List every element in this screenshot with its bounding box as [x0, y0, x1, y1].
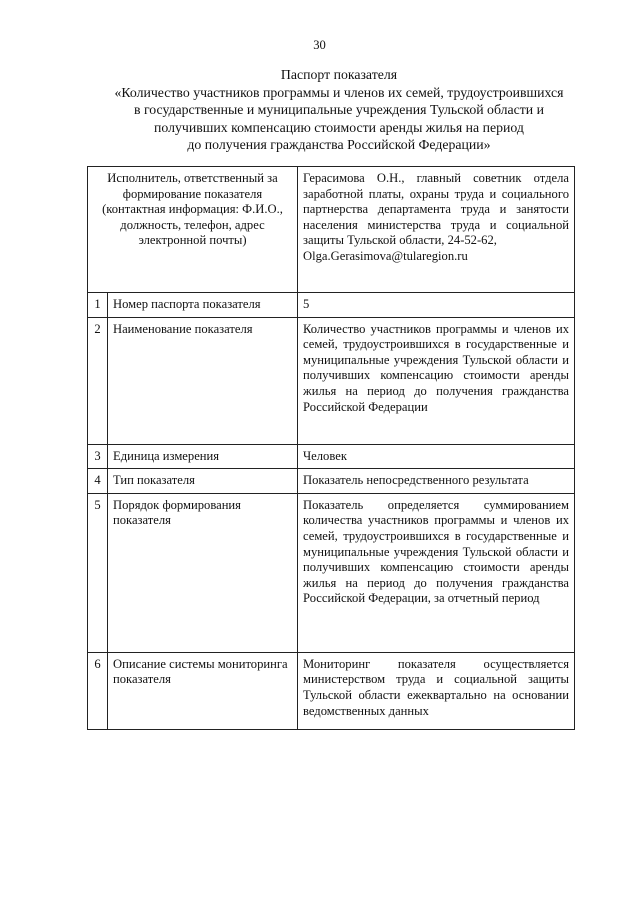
title-line: получивших компенсацию стоимости аренды жилья на период [154, 119, 524, 135]
row-number: 2 [88, 317, 108, 444]
row-value: Показатель определяется суммированием количества участников программы и членов их семей, трудоустроившихся в государственные и муниципальные учреждения Тульской области и получивших компенсацию стоимости аренды жилья на период до получения гражданства Российской Федерации, за отчетный период [298, 493, 575, 652]
row-label: Порядок формирования показателя [108, 493, 298, 652]
row-value: Мониторинг показателя осуществляется министерством труда и социальной защиты Тульской области ежеквартально на основании ведомственных данных [298, 652, 575, 729]
row-number: 3 [88, 444, 108, 469]
table-row [88, 293, 575, 318]
table-row [88, 317, 575, 444]
row-number: 4 [88, 469, 108, 494]
table-row [88, 444, 575, 469]
title-line: в государственные и муниципальные учреждения Тульской области и [134, 102, 544, 117]
row-value: Количество участников программы и членов их семей, трудоустроившихся в государственные и муниципальные учреждения Тульской области и получивших компенсацию стоимости аренды жилья на период до получения гражданства Российской Федерации [298, 317, 575, 444]
table-row [88, 652, 575, 729]
row-label: Тип показателя [108, 469, 298, 494]
row-number: 5 [88, 493, 108, 652]
passport-table [87, 166, 575, 730]
table-row [88, 469, 575, 494]
title-line: «Количество участников программы и членов их семей, трудоустроившихся [114, 84, 564, 100]
title-line: до получения гражданства Российской Федерации» [187, 137, 491, 152]
executor-row [88, 167, 575, 293]
row-value: Человек [298, 444, 575, 469]
row-label: Номер паспорта показателя [108, 293, 298, 318]
row-number: 1 [88, 293, 108, 318]
page-number: 30 [313, 38, 326, 52]
document-title [84, 66, 594, 154]
row-label: Описание системы мониторинга показателя [108, 652, 298, 729]
row-label: Единица измерения [108, 444, 298, 469]
title-heading: Паспорт показателя [280, 67, 398, 82]
executor-label: Исполнитель, ответственный за формирование показателя (контактная информация: Ф.И.О., должность, телефон, адрес электронной почты) [88, 167, 298, 293]
row-value: Показатель непосредственного результата [298, 469, 575, 494]
row-number: 6 [88, 652, 108, 729]
executor-value: Герасимова О.Н., главный советник отдела заработной платы, охраны труда и социального партнерства департамента труда и занятости населения министерства труда и социальной защиты Тульской области, 24-52-62, Olga.Gerasimova@tularegion.ru [298, 167, 575, 293]
row-label: Наименование показателя [108, 317, 298, 444]
row-value: 5 [298, 293, 575, 318]
table-row [88, 493, 575, 652]
